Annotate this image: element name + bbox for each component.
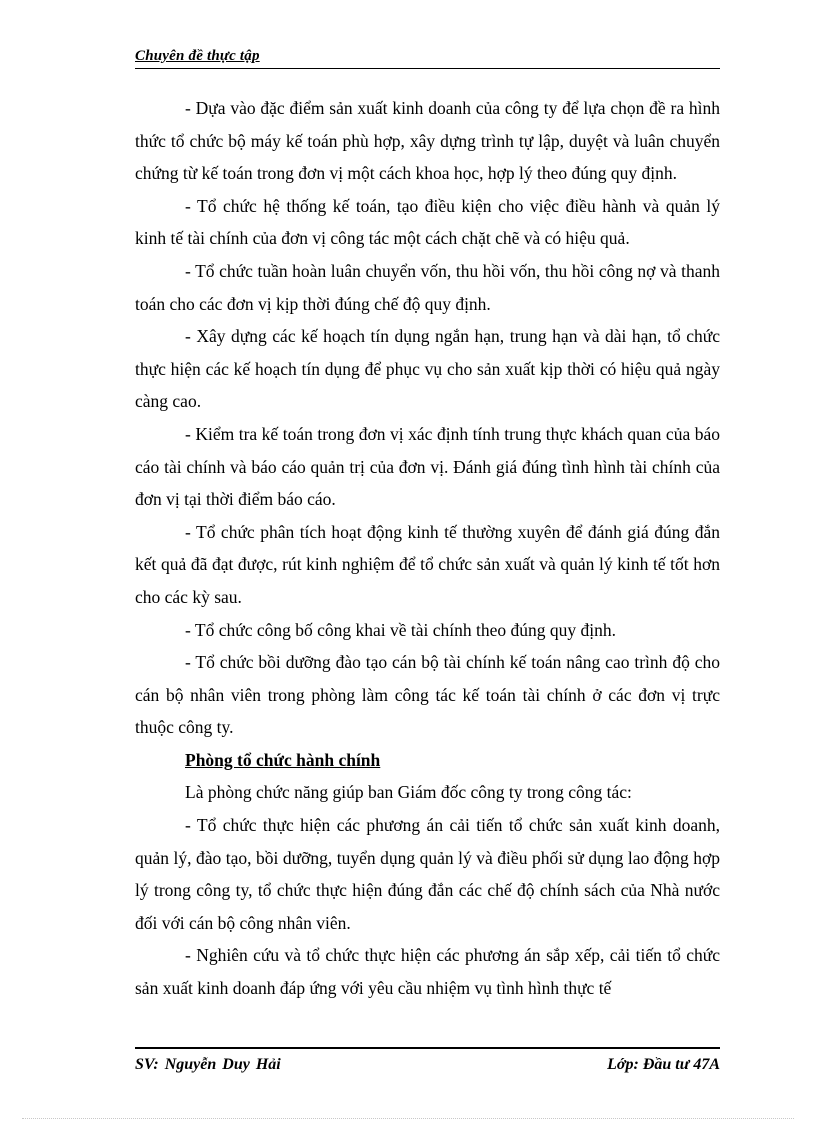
footer-class: Lớp: Đầu tư 47A (607, 1056, 720, 1073)
section-heading: Phòng tổ chức hành chính (185, 749, 381, 770)
page-edge-divider (22, 1118, 794, 1119)
paragraph: - Dựa vào đặc điểm sản xuất kinh doanh của công ty để lựa chọn đề ra hình thức tổ chức bộ máy kế toán phù hợp, xây dựng trình tự lập, duyệt và luân chuyển chứng từ kế toán trong đơn vị một cách khoa học, hợp lý theo đúng quy định. (135, 98, 720, 184)
paragraph: - Kiểm tra kế toán trong đơn vị xác định tính trung thực khách quan của báo cáo tài chính và báo cáo quản trị của đơn vị. Đánh giá đúng tình hình tài chính của đơn vị tại thời điểm báo cáo. (135, 423, 720, 510)
paragraph: - Tổ chức bồi dưỡng đào tạo cán bộ tài chính kế toán nâng cao trình độ cho cán bộ nhân viên trong phòng làm công tác kế toán tài chính ở các đơn vị trực thuộc công ty. (135, 652, 720, 738)
document-body (135, 92, 720, 1005)
paragraph: - Tổ chức hệ thống kế toán, tạo điều kiện cho việc điều hành và quản lý kinh tế tài chính của đơn vị công tác một cách chặt chẽ và có hiệu quả. (135, 195, 720, 249)
footer-student: SV: Nguyễn Duy Hải (135, 1056, 281, 1073)
paragraph: - Nghiên cứu và tổ chức thực hiện các phương án sắp xếp, cải tiến tổ chức sản xuất kinh doanh đáp ứng với yêu cầu nhiệm vụ tình hình thực tế (135, 945, 720, 999)
paragraph: - Tổ chức công bố công khai về tài chính theo đúng quy định. (185, 619, 617, 640)
page-footer (135, 1047, 720, 1075)
paragraph: - Xây dựng các kế hoạch tín dụng ngắn hạn, trung hạn và dài hạn, tổ chức thực hiện các kế hoạch tín dụng để phục vụ cho sản xuất kịp thời có hiệu quả ngày càng cao. (135, 326, 720, 412)
page-header (135, 48, 720, 69)
header-title: Chuyên đề thực tập (135, 48, 260, 64)
paragraph: - Tổ chức tuần hoàn luân chuyển vốn, thu hồi vốn, thu hồi công nợ và thanh toán cho các đơn vị kịp thời đúng chế độ quy định. (135, 260, 720, 314)
paragraph: Là phòng chức năng giúp ban Giám đốc công ty trong công tác: (185, 782, 632, 803)
paragraph: - Tổ chức phân tích hoạt động kinh tế thường xuyên để đánh giá đúng đắn kết quả đã đạt được, rút kinh nghiệm để tổ chức sản xuất và quản lý kinh tế tốt hơn cho các kỳ sau. (135, 521, 720, 607)
paragraph: - Tổ chức thực hiện các phương án cải tiến tổ chức sản xuất kinh doanh, quản lý, đào tạo, bồi dưỡng, tuyển dụng quản lý và điều phối sử dụng lao động hợp lý trong công ty, tổ chức thực hiện đúng đắn các chế độ chính sách của Nhà nước đối với cán bộ công nhân viên. (135, 815, 720, 933)
